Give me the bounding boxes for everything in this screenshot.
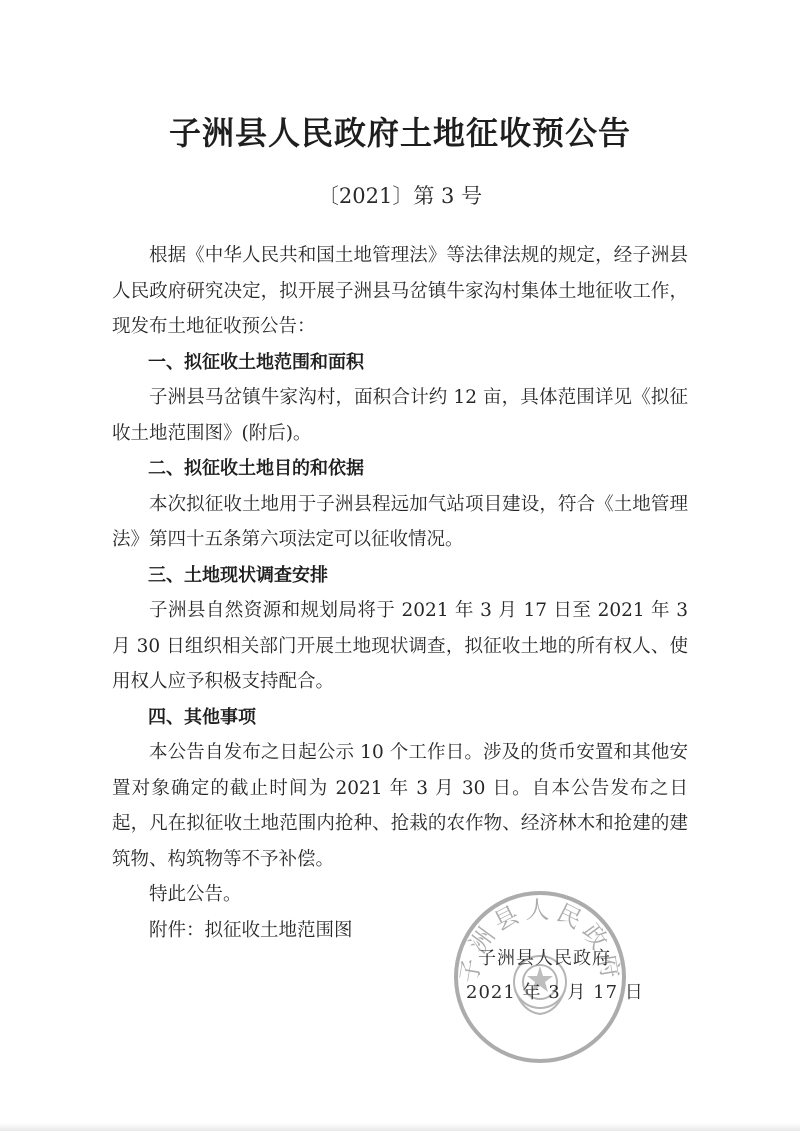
document-body [112, 238, 688, 948]
section-1-heading: 一、拟征收土地范围和面积 [148, 351, 364, 373]
section-1-text: 子洲县马岔镇牛家沟村，面积合计约 12 亩，具体范围详见《拟征收土地范围图》(附后)。 [112, 387, 688, 444]
section-4-heading: 四、其他事项 [148, 706, 256, 728]
issuer-name: 子洲县人民政府 [478, 948, 611, 969]
section-4-text: 本公告自发布之日起公示 10 个工作日。涉及的货币安置和其他安置对象确定的截止时间为 2021 年 3 月 30 日。自本公告发布之日起，凡在拟征收土地范围内抢种、抢栽的农作物、经济林木和抢建的建筑物、构筑物等不予补偿。 [112, 742, 688, 870]
issue-date: 2021 年 3 月 17 日 [466, 982, 644, 1003]
section-2-text: 本次拟征收土地用于子洲县程远加气站项目建设，符合《土地管理法》第四十五条第六项法定可以征收情况。 [112, 493, 688, 550]
section-3-heading: 三、土地现状调查安排 [148, 564, 328, 586]
attachment-line: 附件：拟征收土地范围图 [149, 919, 353, 941]
intro-paragraph: 根据《中华人民共和国土地管理法》等法律法规的规定，经子洲县人民政府研究决定，拟开展子洲县马岔镇牛家沟村集体土地征收工作，现发布土地征收预公告： [112, 245, 688, 337]
scan-edge [0, 1123, 800, 1131]
seal-text: 子洲县人民政府 [454, 895, 626, 986]
document-title: 子洲县人民政府土地征收预公告 [168, 114, 631, 152]
section-2-heading: 二、拟征收土地目的和依据 [148, 458, 364, 479]
document-number: 〔2021〕第 3 号 [317, 184, 483, 208]
official-seal [453, 890, 627, 1064]
closing-line: 特此公告。 [149, 884, 242, 905]
section-3-text: 子洲县自然资源和规划局将于 2021 年 3 月 17 日至 2021 年 3 月 30 日组织相关部门开展土地现状调查，拟征收土地的所有权人、使用权人应予积极支持配合。 [112, 600, 688, 692]
